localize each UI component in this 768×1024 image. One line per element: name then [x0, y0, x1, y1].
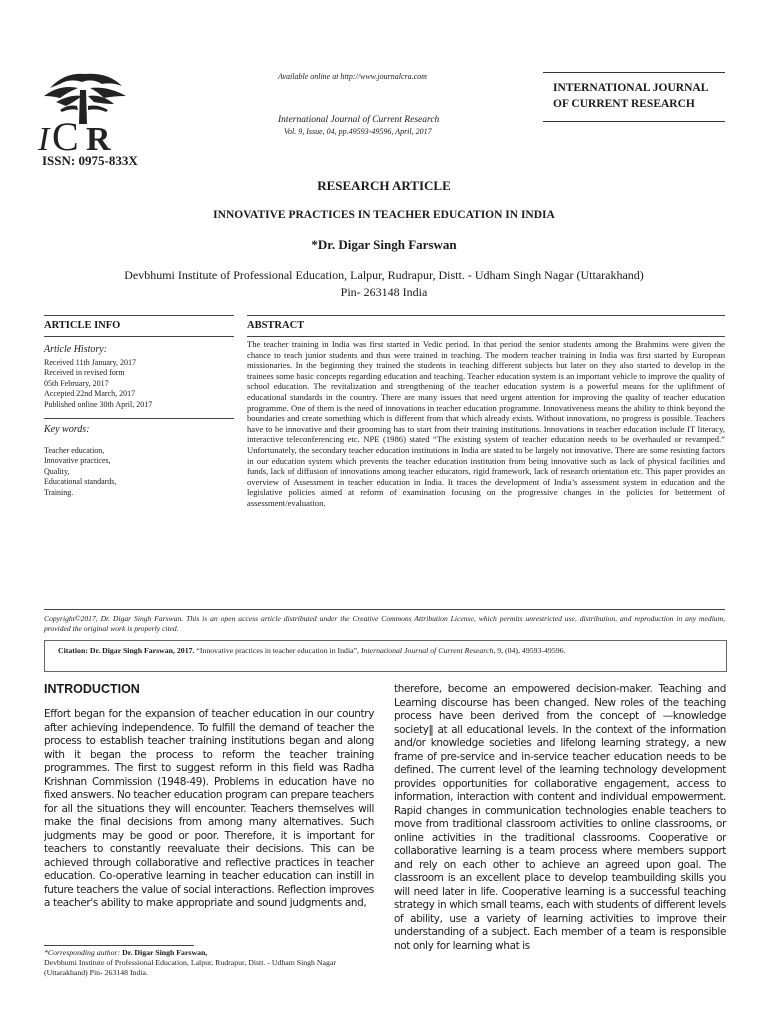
copyright-notice: Copyright©2017, Dr. Digar Singh Farswan. This is an open access article distributed under the Creative Commons Attribution License, which permits unrestricted use, distribution, and reproduction in any medium, provided the original work is properly cited. [44, 614, 725, 633]
volume-info: Vol. 9, Issue, 04, pp.49593-49596, April, 2017 [284, 127, 432, 136]
svg-text:R: R [86, 121, 111, 156]
corresponding-author-footnote [44, 948, 376, 977]
svg-text:C: C [52, 114, 79, 156]
keyword-item: Training. [44, 487, 74, 497]
issn-number: ISSN: 0975-833X [42, 153, 138, 168]
received-date: Received 11th January, 2017 [44, 357, 137, 367]
citation-text [58, 645, 716, 656]
affiliation-line2: Pin- 263148 India [340, 285, 428, 299]
article-info-top-rule [44, 315, 234, 316]
introduction-left-column: Effort began for the expansion of teacher education in our country after achieving independence. To fulfill the demand of teacher the process to establish teacher training institutions began and along with it began the process to reform the teacher training programmes. The first to suggest reform in this field was Radha Krishnan Commission (1948-49). Problems in education have no fixed answers. No teacher education program can prepare teachers for all the situations they will encounter. Teachers themselves will make the final decisions from among many alternatives. Such judgments may be good or poor. Therefore, it is important for teachers to constantly reevaluate their decisions. This can be achieved through collaborative and reflective practices in teacher education. Co-operative learning in teacher education can instill in future teachers the value of social interactions. Reflection improves a teacher's ability to make appropriate and sound judgments and, [44, 708, 374, 909]
article-info-panel [44, 345, 234, 498]
article-type: RESEARCH ARTICLE [317, 178, 451, 193]
abstract-heading: ABSTRACT [247, 320, 305, 331]
footnote-rule [44, 945, 194, 946]
published-date: Published online 30th April, 2017 [44, 399, 153, 409]
journal-title-line2: OF CURRENT RESEARCH [553, 98, 695, 110]
journal-title-block [553, 80, 708, 112]
affiliation-line1: Devbhumi Institute of Professional Education, Lalpur, Rudrapur, Distt. - Udham Singh Nagar (Uttarakhand) [124, 268, 644, 282]
svg-text:I: I [38, 121, 50, 156]
article-info-heading: ARTICLE INFO [44, 320, 121, 331]
introduction-right-column: therefore, become an empowered decision-maker. Teaching and Learning discourse has been changed. New roles of the teaching process have been derived from the concept of —knowledge society‖ at all educational levels. In the context of the information and/or knowledge societies and lifelong learning strategy, a new frame of pre-service and in-service teacher education needs to be defined. The current level of the learning technology development provides opportunities for collaborative engagement, access to information, interaction with content and individual empowerment. Rapid changes in communication technologies enable teachers to move from traditional classroom activities to online classrooms, or online activities in the traditional classrooms. Cooperative or collaborative learning is a team process where members support and rely on each other to achieve an agreed upon goal. The classroom is an excellent place to develop teambuilding skills you will need later in life. Cooperative learning is a successful teaching strategy in which small teams, each with students of different levels of ability, use a variety of learning activities to improve their understanding of a subject. Each member of a team is responsible not only for learning what is [394, 683, 726, 952]
citation-quote: “Innovative practices in teacher education in India”, [194, 646, 361, 655]
article-history-title: Article History: [44, 344, 108, 355]
citation-journal: International Journal of Current Research [360, 646, 494, 655]
footnote-address: Devbhumi Institute of Professional Education, Lalpur, Rudrapur, Distt. - Udham Singh Nagar (Uttarakhand) Pin- 263148 India. [44, 957, 336, 977]
copyright-rule [44, 609, 725, 610]
keyword-item: Innovative practices, [44, 456, 111, 465]
revised-date: 05th February, 2017 [44, 378, 109, 388]
keywords-title: Key words: [44, 424, 90, 435]
journal-title-line1: INTERNATIONAL JOURNAL [553, 82, 709, 94]
citation-label: Citation: Dr. Digar Singh Farswan, 2017. [58, 646, 195, 655]
ijcr-tree-logo [30, 66, 140, 156]
available-online-line: Available online at http://www.journalcra.com [278, 72, 427, 81]
keywords-rule [44, 418, 234, 419]
keyword-item: Quality, [44, 466, 70, 476]
keyword-item: Teacher education, [44, 445, 105, 455]
journal-name: International Journal of Current Research [278, 115, 440, 125]
footnote-author: Dr. Digar Singh Farswan, [122, 948, 208, 957]
revised-label: Received in revised form [44, 368, 125, 377]
abstract-text: The teacher training in India was first started in Vedic period. In that period the senior students among the Brahmins were given the chance to teach junior students and thus were trained in teaching. The modern teacher training in India was first started by European missionaries. In the beginning they trained the students in teaching different subjects but later on they also started to develop in the trainees some basic concepts regarding education and teaching. Teacher education system is an important vehicle to improve the quality of school education. The revitalization and strengthening of the teacher education system is a powerful means for the upliftment of educational standards in the country. There are many issues that need urgent attention for improving the quality of teacher education programme. One of them is the need of innovations in teacher education programme. Innovativeness means the ability to think beyond the boundaries and create something which is different from that which already exists. Without innovations, no progress is possible. Teachers have to be innovative and their grooming has to start from their training institutions. Innovations in teacher education include IT literacy, interactive teleconferencing etc. NPE (1986) stated “The existing system of teacher education needs to be overhauled or revamped.” Unfortunately, the secondary teacher education institutions in India are stated to be largely not innovative. There are some resisting factors in our education system which prevents the teacher education institution from being innovative such as lack of physical facilities and funds, lack of diffusion of innovations among teacher educators, rigid framework, lack of research orientation etc. This paper provides an overview of Assessment in teacher education in India. It traces the development of India’s assessment system in education and the legislative policies aimed at reform of examination focusing on the progressive changes in the policies for betterment of assessment/evaluation. [247, 339, 725, 508]
abstract-bottom-rule [247, 336, 725, 337]
introduction-heading: INTRODUCTION [44, 682, 140, 696]
abstract-top-rule [247, 315, 725, 316]
article-info-bottom-rule [44, 336, 234, 337]
article-title: INNOVATIVE PRACTICES IN TEACHER EDUCATION IN INDIA [213, 209, 555, 221]
footnote-label: *Corresponding author: [44, 948, 123, 957]
keyword-item: Educational standards, [44, 477, 117, 486]
citation-rest: , 9, (04), 49593-49596. [493, 646, 566, 655]
accepted-date: Accepted 22nd March, 2017 [44, 389, 136, 398]
author-name: *Dr. Digar Singh Farswan [311, 237, 457, 252]
author-affiliation [0, 267, 768, 301]
